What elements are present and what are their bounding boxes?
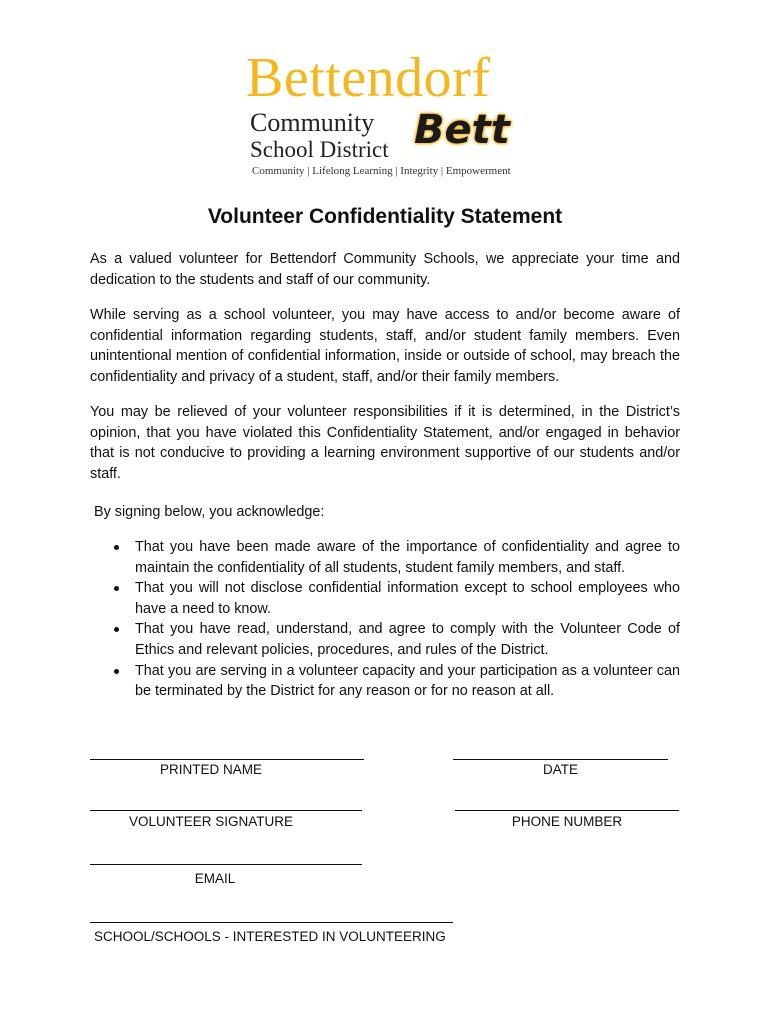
- bullet-icon: [114, 627, 119, 632]
- acknowledge-intro: By signing below, you acknowledge:: [94, 504, 325, 520]
- paragraph-access: While serving as a school volunteer, you may have access to and/or become aware of confidential information regarding students, staff, and/or student family members. Even unintentional mention of confidential information, inside or outside of school, may breach the confidentiality and privacy of a student, staff, and/or their family members.: [90, 307, 680, 385]
- list-item: [108, 578, 680, 619]
- schools-label: SCHOOL/SCHOOLS - INTERESTED IN VOLUNTEERING: [94, 929, 446, 944]
- email-field[interactable]: [90, 864, 362, 865]
- email-label: EMAIL: [194, 871, 236, 886]
- bullet-icon: [114, 545, 119, 550]
- list-item-text: That you have read, understand, and agree to comply with the Volunteer Code of Ethics and relevant policies, procedures, and rules of the District.: [135, 621, 680, 658]
- printed-name-label: PRINTED NAME: [159, 762, 262, 777]
- phone-field[interactable]: [455, 810, 679, 811]
- acknowledgement-list: [108, 537, 680, 702]
- list-item: [108, 537, 680, 578]
- page-title: Volunteer Confidentiality Statement: [207, 205, 563, 228]
- signature-field[interactable]: [90, 810, 362, 811]
- logo-name: Bettendorf: [246, 47, 491, 109]
- phone-label: PHONE NUMBER: [511, 814, 623, 829]
- paragraph-intro: As a valued volunteer for Bettendorf Community Schools, we appreciate your time and dedication to the students and staff of our community.: [90, 251, 680, 288]
- logo-mascot: Bett: [414, 107, 510, 153]
- signature-label: VOLUNTEER SIGNATURE: [128, 814, 294, 829]
- printed-name-field[interactable]: [90, 759, 364, 760]
- date-label: DATE: [542, 762, 578, 777]
- bullet-icon: [114, 586, 119, 591]
- date-field[interactable]: [453, 759, 668, 760]
- paragraph-relief: You may be relieved of your volunteer responsibilities if it is determined, in the District’s opinion, that you have violated this Confidentiality Statement, and/or engaged in behavior that is not conducive to providing a learning environment supportive of our students and/or staff.: [90, 404, 680, 482]
- list-item: [108, 619, 680, 660]
- logo-line2: Community: [250, 108, 375, 137]
- logo-tagline: Community | Lifelong Learning | Integrity | Empowerment: [252, 165, 511, 177]
- list-item-text: That you are serving in a volunteer capacity and your participation as a volunteer can be terminated by the District for any reason or for no reason at all.: [135, 662, 680, 700]
- schools-field[interactable]: [90, 922, 453, 923]
- list-item: [108, 661, 680, 702]
- list-item-text: That you will not disclose confidential information except to school employees who have a need to know.: [135, 580, 680, 617]
- bullet-icon: [114, 669, 119, 674]
- list-item-text: That you have been made aware of the importance of confidentiality and agree to maintain the confidentiality of all students, student family members, and staff.: [135, 539, 680, 576]
- logo-line3: School District: [250, 137, 389, 162]
